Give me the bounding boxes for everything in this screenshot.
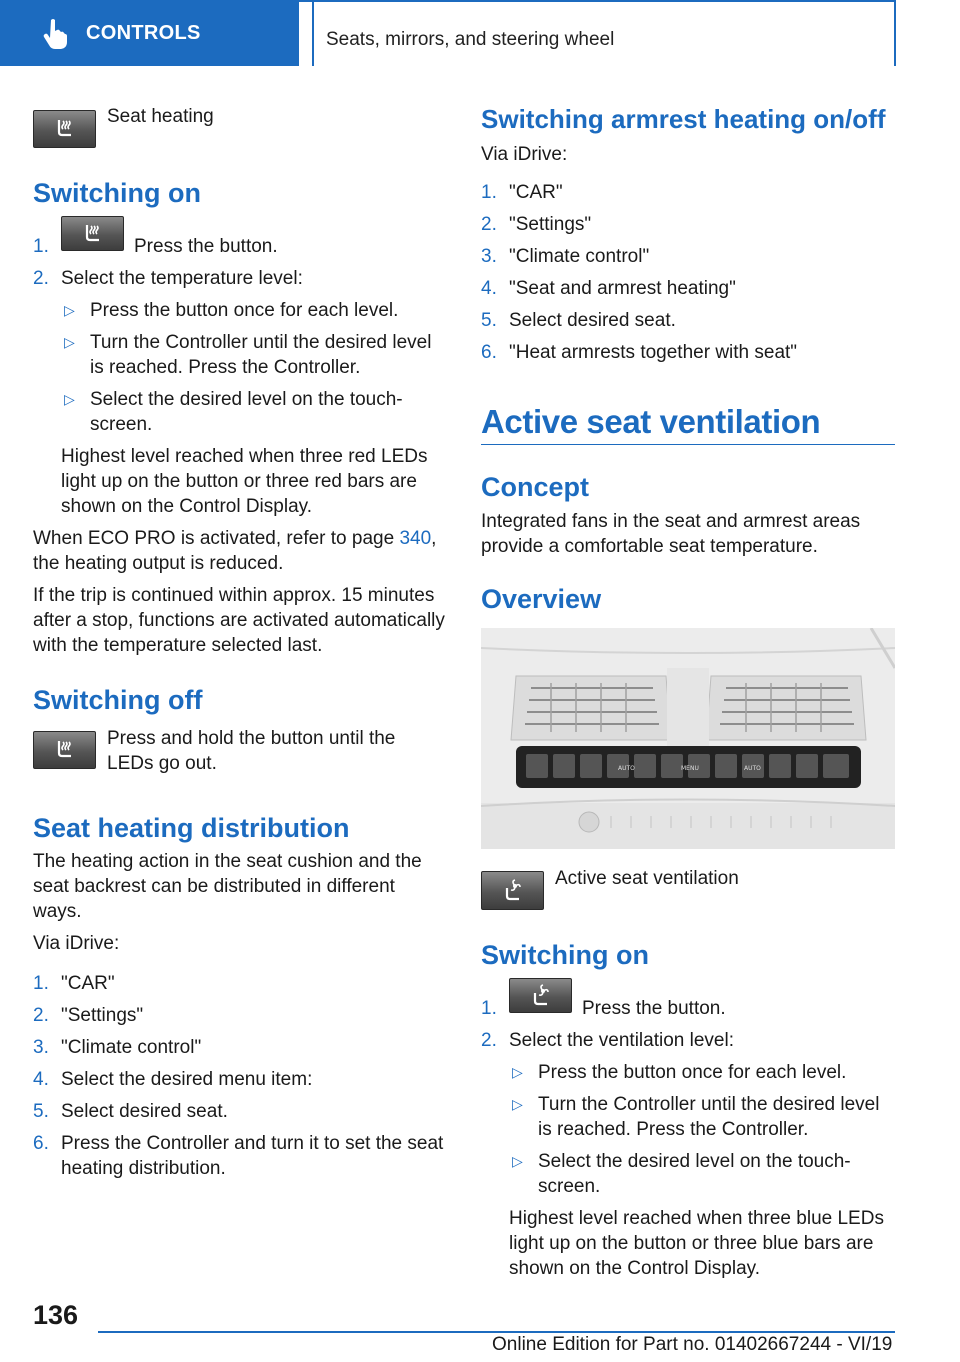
note-text: shown on the Control Display. [61,496,312,517]
step-number: 2. [33,268,49,289]
step-text: "Settings" [509,214,592,235]
seat-button-image [33,731,96,769]
trip-text: after a stop, functions are activated automatically [33,610,445,631]
step-number: 5. [33,1101,49,1122]
via-idrive-text: Via iDrive: [33,933,120,954]
note-text: light up on the button or three blue bars are [509,1233,874,1254]
step-number: 3. [481,246,497,267]
step-number: 2. [33,1005,49,1026]
section-rule [481,444,895,445]
trip-text: with the temperature selected last. [33,635,323,656]
step-text: Select the desired menu item: [61,1069,313,1090]
step-text: Press the button. [582,998,726,1019]
bullet-text: Select the desired level on the touch- [90,389,403,410]
seat-heating-caption: Seat heating [107,106,214,127]
step-text: "CAR" [509,182,563,203]
step-text: "CAR" [61,973,115,994]
via-idrive-text: Via iDrive: [481,144,568,165]
bullet-text: Press the button once for each level. [90,300,399,321]
bullet-text: is reached. Press the Controller. [538,1119,809,1140]
distribution-text: seat backrest can be distributed in different [33,876,395,897]
header-rule [299,0,896,2]
eco-text [33,526,436,551]
seat-ventilation-icon [500,878,526,904]
bullet-triangle-icon: ▷ [512,1153,523,1169]
header-divider [312,0,314,66]
bullet-text: is reached. Press the Controller. [90,357,361,378]
panel-label: AUTO [744,765,761,772]
bullet-triangle-icon: ▷ [64,391,75,407]
section-label: CONTROLS [86,21,201,44]
switching-off-text: LEDs go out. [107,753,217,774]
step-text: "Seat and armrest heating" [509,278,736,299]
concept-text: provide a comfortable seat temperature. [481,536,818,557]
bullet-text: Turn the Controller until the desired level [538,1094,880,1115]
bullet-triangle-icon: ▷ [64,302,75,318]
step-text: Select the temperature level: [61,268,303,289]
step-number: 4. [481,278,497,299]
step-number: 6. [481,342,497,363]
step-number: 6. [33,1133,49,1154]
bullet-text: Select the desired level on the touch- [538,1151,851,1172]
step-text: Select desired seat. [509,310,676,331]
hand-pointer-icon [38,16,72,50]
seat-heating-icon [52,737,78,763]
bullet-text: Press the button once for each level. [538,1062,847,1083]
step-number: 1. [481,182,497,203]
step-text: "Climate control" [61,1037,202,1058]
distribution-heading: Seat heating distribution [33,813,350,843]
switching-on-heading: Switching on [33,178,201,208]
panel-label: MENU [681,765,699,772]
armrest-heading: Switching armrest heating on/off [481,104,886,134]
step-text: Press the Controller and turn it to set the seat [61,1133,444,1154]
seat-heating-icon [52,116,78,142]
section-tab[interactable] [0,0,299,66]
concept-text: Integrated fans in the seat and armrest areas [481,511,861,532]
step-text: "Heat armrests together with seat" [509,342,798,363]
switching-off-text: Press and hold the button until the [107,728,396,749]
step-number: 5. [481,310,497,331]
note-text: light up on the button or three red bars are [61,471,417,492]
note-text: Highest level reached when three blue LEDs [509,1208,884,1229]
note-text: shown on the Control Display. [509,1258,760,1279]
eco-text-a: When ECO PRO is activated, refer to page [33,528,400,549]
page-number: 136 [33,1300,79,1330]
step-text: Press the button. [134,236,278,257]
overview-heading: Overview [481,584,602,614]
ventilation-button-image [509,978,572,1013]
step-number: 2. [481,1030,497,1051]
step-number: 2. [481,214,497,235]
ventilation-button-image [481,871,544,910]
climate-panel-illustration [481,628,895,849]
step-number: 3. [33,1037,49,1058]
step-text: Select the ventilation level: [509,1030,734,1051]
panel-label: AUTO [618,765,635,772]
eco-text-b: , [431,528,437,549]
seat-button-image [61,216,124,251]
switching-on-heading: Switching on [481,940,649,970]
note-text: Highest level reached when three red LEDs [61,446,428,467]
switching-off-heading: Switching off [33,685,203,715]
step-number: 1. [33,973,49,994]
ventilation-heading: Active seat ventilation [481,403,821,440]
distribution-text: ways. [33,901,82,922]
ventilation-caption: Active seat ventilation [555,868,739,889]
bullet-triangle-icon: ▷ [512,1064,523,1080]
distribution-text: The heating action in the seat cushion and the [33,851,422,872]
bullet-text: Turn the Controller until the desired level [90,332,432,353]
bullet-triangle-icon: ▷ [512,1096,523,1112]
page-link[interactable]: 340 [399,528,432,549]
step-text: "Settings" [61,1005,144,1026]
chapter-title: Seats, mirrors, and steering wheel [326,29,615,50]
step-text: "Climate control" [509,246,650,267]
seat-heating-button-image [33,110,96,148]
step-number: 4. [33,1069,49,1090]
step-text: Select desired seat. [61,1101,228,1122]
seat-ventilation-icon [528,983,554,1009]
trip-text: If the trip is continued within approx. 15 minutes [33,585,435,606]
step-number: 1. [33,236,49,257]
seat-heating-icon [80,221,106,247]
step-number: 1. [481,998,497,1019]
bullet-text: screen. [538,1176,601,1197]
eco-text: the heating output is reduced. [33,553,284,574]
concept-heading: Concept [481,472,589,502]
bullet-text: screen. [90,414,153,435]
bullet-triangle-icon: ▷ [64,334,75,350]
climate-panel-photo [481,628,895,849]
footer-rule [98,1331,895,1333]
step-text: heating distribution. [61,1158,226,1179]
edition-text: Online Edition for Part no. 01402667244 - VI/19 [492,1334,893,1355]
header-divider-right [894,0,896,66]
